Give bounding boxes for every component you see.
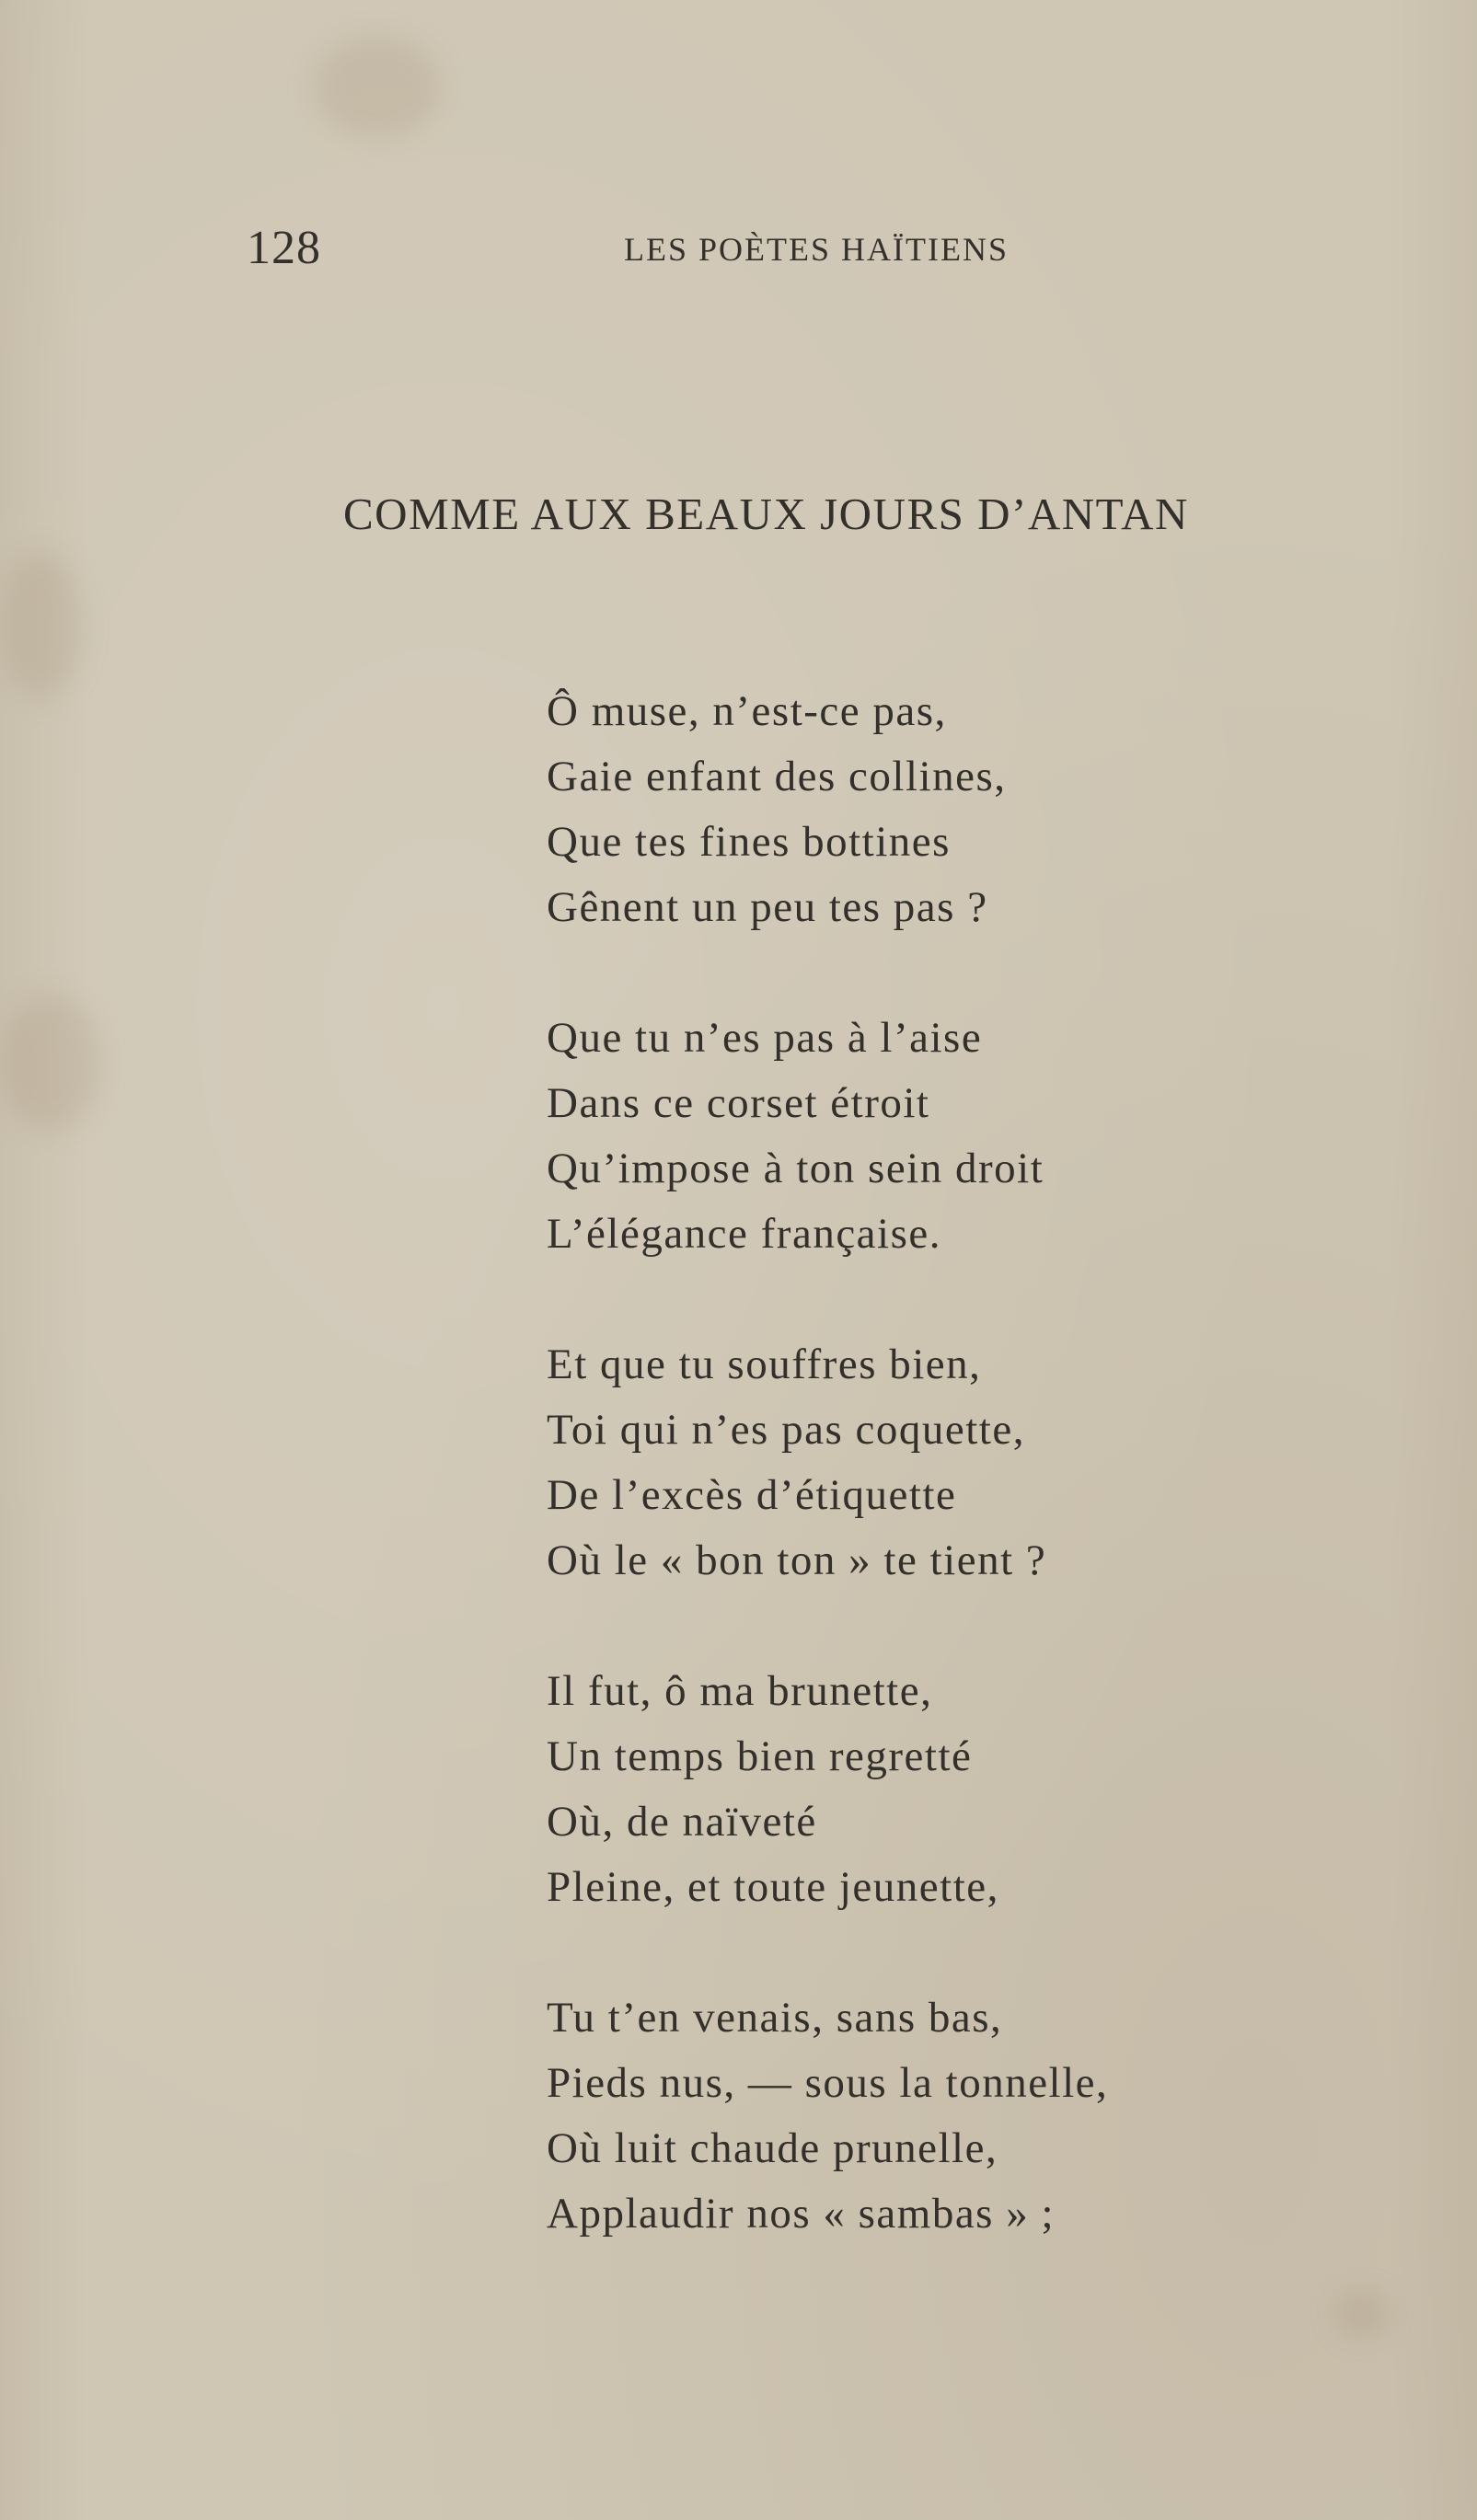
poem-line: Et que tu souffres bien, [547,1341,982,1388]
poem-line: Gaie enfant des collines, [547,753,1007,800]
poem-line: L’élégance française. [547,1210,942,1258]
paper-stain [1334,2291,1390,2337]
paper-stain [313,37,442,138]
poem-line: Un temps bien regretté [547,1732,973,1780]
poem-line: Toi qui n’es pas coquette, [547,1406,1025,1454]
stanza [547,1985,1108,2247]
poem-line: Où luit chaude prunelle, [547,2124,998,2172]
poem-line: Ô muse, n’est-ce pas, [547,687,947,735]
stanza [547,1006,1108,1267]
running-head: LES POÈTES HAÏTIENS [624,231,1009,268]
poem-body [547,679,1108,2312]
poem-line: Que tu n’es pas à l’aise [547,1014,983,1062]
poem-line: Pleine, et toute jeunette, [547,1863,999,1911]
poem-line: Pieds nus, — sous la tonnelle, [547,2059,1109,2107]
poem-line: Dans ce corset étroit [547,1079,930,1127]
poem-line: Où le « bon ton » te tient ? [547,1536,1047,1584]
poem-line: Où, de naïveté [547,1798,817,1846]
page-header [0,221,1477,285]
poem-line: De l’excès d’étiquette [547,1471,957,1519]
poem-line: Il fut, ô ma brunette, [547,1667,933,1715]
page-number: 128 [247,222,321,274]
poem-line: Que tes fines bottines [547,818,951,866]
poem-title: COMME AUX BEAUX JOURS D’ANTAN [343,489,1189,539]
stanza [547,1332,1108,1594]
poem-line: Applaudir nos « sambas » ; [547,2190,1056,2238]
poem-line: Gênent un peu tes pas ? [547,883,988,931]
stanza [547,679,1108,940]
poem-line: Qu’impose à ton sein droit [547,1145,1044,1192]
poem-line: Tu t’en venais, sans bas, [547,1994,1003,2042]
paper-stain [0,552,83,699]
stanza [547,1659,1108,1920]
paper-stain [0,994,101,1132]
